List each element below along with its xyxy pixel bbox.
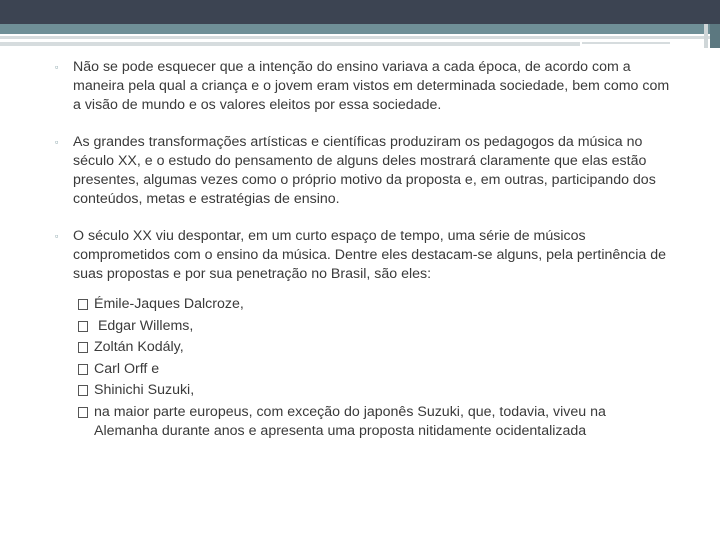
list-item — [78, 402, 658, 441]
list-item-text: na maior parte europeus, com exceção do japonês Suzuki, que, todavia, viveu na Alemanha durante anos e apresenta uma proposta nitidamente ocidentalizada — [94, 403, 606, 439]
header-side-stripe — [704, 24, 708, 48]
bullet-item — [0, 58, 673, 115]
bullet-text: Não se pode esquecer que a intenção do ensino variava a cada época, de acordo com a maneira pela qual a criança e o jovem eram vistos em determinada sociedade, bem como com a visão de mundo e os valores eleitos por essa sociedade. — [73, 59, 670, 113]
header-rule-bottom — [0, 42, 580, 46]
bullet-item — [0, 133, 673, 209]
bullet-text: As grandes transformações artísticas e científicas produziram os pedagogos da música no século XX, e o estudo do pensamento de alguns deles mostrará claramente que elas estão presentes, algumas vezes como o próprio motivo da proposta e, em outras, participando dos conteúdos, metas e estratégias de ensino. — [73, 134, 656, 207]
list-item — [78, 316, 658, 338]
educator-list — [78, 294, 658, 441]
list-item — [78, 294, 658, 316]
list-item-text: Carl Orff e — [94, 360, 160, 377]
bullet-item — [0, 227, 673, 284]
checkbox-glyph-icon — [78, 407, 88, 418]
slide-content — [0, 58, 720, 441]
checkbox-glyph-icon — [78, 364, 88, 375]
list-item — [78, 359, 658, 381]
header-side-block — [710, 24, 720, 48]
list-item — [78, 380, 658, 402]
list-item-text: Émile-Jaques Dalcroze, — [94, 296, 244, 312]
list-item-text: Shinichi Suzuki, — [94, 382, 195, 398]
header-rule-right — [582, 42, 670, 44]
header-accent-bar — [0, 24, 720, 34]
checkbox-glyph-icon — [78, 385, 88, 396]
bullet-marker-icon: ▫ — [55, 231, 59, 241]
header-dark-band — [0, 0, 720, 24]
list-item-text: Edgar Willems, — [94, 317, 194, 334]
list-item-text: Zoltán Kodály, — [94, 339, 184, 355]
checkbox-glyph-icon — [78, 321, 88, 332]
checkbox-glyph-icon — [78, 342, 88, 353]
bullet-marker-icon: ▫ — [55, 62, 59, 72]
bullet-marker-icon: ▫ — [55, 137, 59, 147]
checkbox-glyph-icon — [78, 299, 88, 310]
list-item — [78, 337, 658, 359]
bullet-text: O século XX viu despontar, em um curto espaço de tempo, uma série de músicos comprometidos com o ensino da música. Dentre eles destacam-se alguns, pela pertinência de suas propostas e por sua penetração no Brasil, são eles: — [73, 228, 667, 282]
header-rule-top — [0, 36, 720, 39]
